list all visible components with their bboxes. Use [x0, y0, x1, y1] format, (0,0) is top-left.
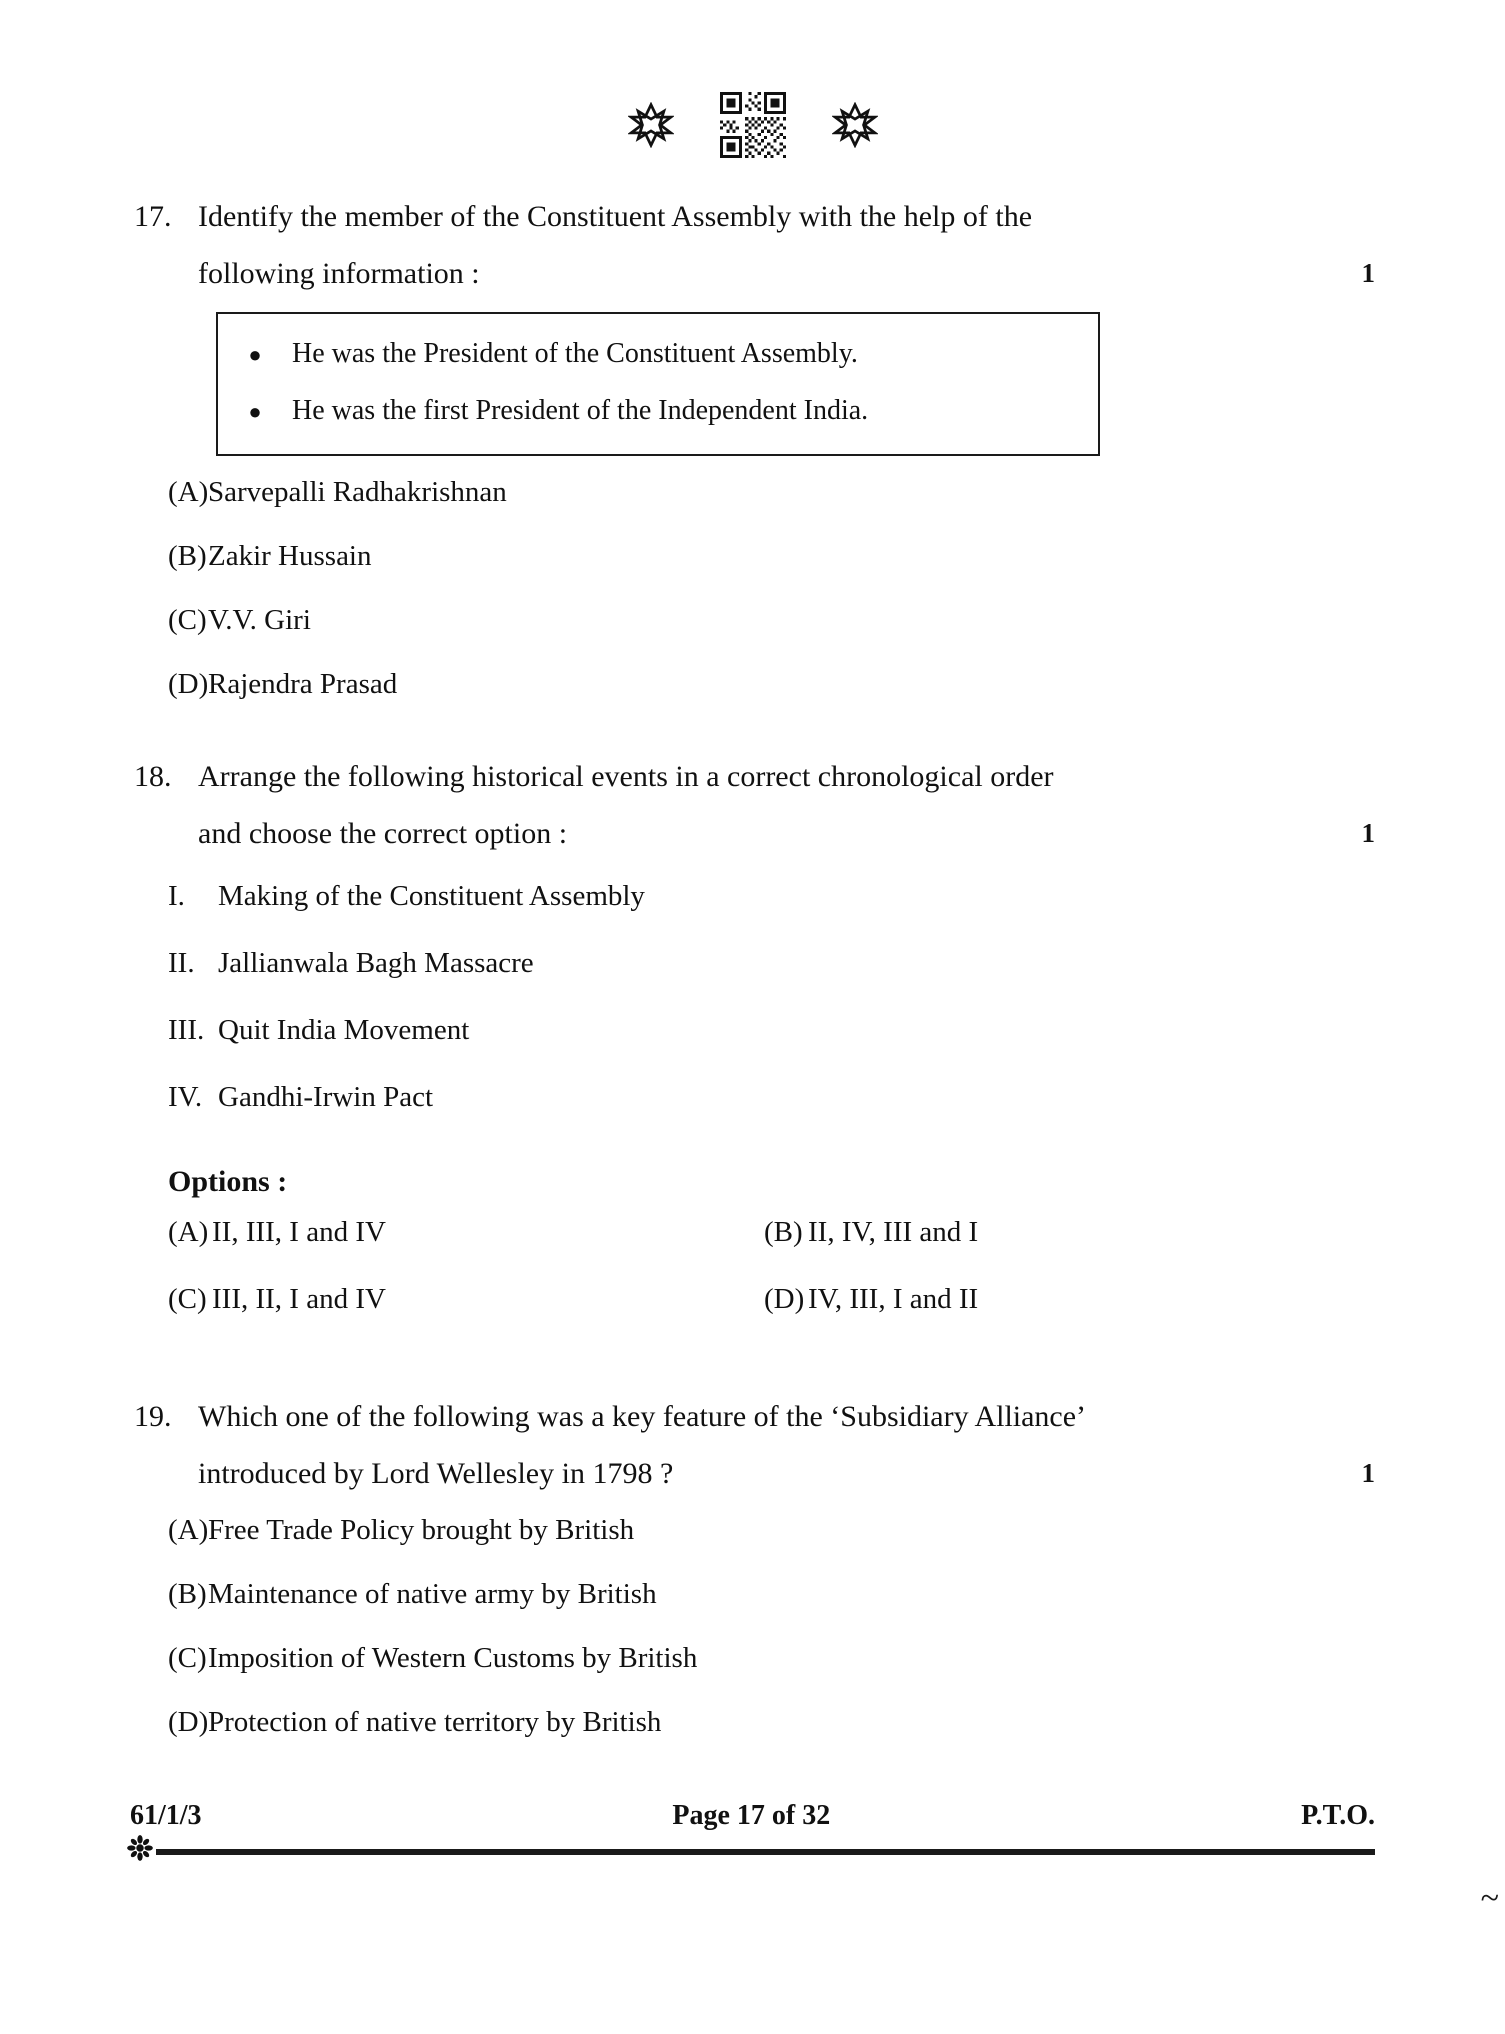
- option-c-text: III, II, I and IV: [212, 1283, 386, 1315]
- option-b[interactable]: [726, 1216, 1322, 1283]
- option-c-text: V.V. Giri: [208, 604, 311, 636]
- question-19-text: [198, 1388, 1375, 1502]
- event-item-iii-text: Quit India Movement: [218, 1014, 470, 1046]
- option-c-label: (C): [168, 1642, 207, 1674]
- page-footer: [130, 1800, 1375, 1858]
- footer-rule-wrap: [130, 1844, 1375, 1858]
- event-item-ii-label: II.: [168, 947, 195, 979]
- question-17-marks: 1: [1361, 258, 1375, 288]
- statement-text: He was the first President of the Independent India.: [292, 395, 869, 426]
- event-item-iv-text: Gandhi-Irwin Pact: [218, 1081, 434, 1113]
- event-item-i: [130, 880, 1375, 947]
- question-18-marks: 1: [1361, 818, 1375, 848]
- question-17: [130, 188, 1375, 732]
- option-b-text: Zakir Hussain: [208, 540, 372, 572]
- option-d-text: Rajendra Prasad: [208, 668, 398, 700]
- option-b[interactable]: [130, 540, 1375, 604]
- option-a-label: (A): [168, 476, 209, 508]
- paper-code: 61/1/3: [130, 1800, 202, 1831]
- pto-label: P.T.O.: [1301, 1800, 1375, 1831]
- six-pointed-star-icon: [628, 102, 674, 148]
- option-c-label: (C): [168, 604, 207, 636]
- event-item-ii: [130, 947, 1375, 1014]
- question-19-stem-line-1: Which one of the following was a key feature of the ‘Subsidiary Alliance’: [198, 1400, 1087, 1433]
- option-d-text: Protection of native territory by British: [208, 1706, 662, 1738]
- option-d-label: (D): [168, 1706, 209, 1738]
- option-a-text: Free Trade Policy brought by British: [208, 1514, 635, 1546]
- event-item-ii-text: Jallianwala Bagh Massacre: [218, 947, 534, 979]
- question-19-stem-line-2: introduced by Lord Wellesley in 1798 ?: [198, 1457, 674, 1490]
- question-18-text: [198, 748, 1375, 862]
- option-c[interactable]: [130, 604, 1375, 668]
- question-17-stem-line-2: following information :: [198, 257, 480, 290]
- question-18-event-list: [130, 880, 1375, 1148]
- event-item-i-text: Making of the Constituent Assembly: [218, 880, 645, 912]
- question-17-number: 17.: [134, 200, 172, 233]
- question-17-stem-line-1: Identify the member of the Constituent Assembly with the help of the: [198, 200, 1033, 233]
- bullet-icon: ●: [248, 399, 262, 424]
- option-b[interactable]: [130, 1578, 1375, 1642]
- bottom-mark: ~: [1480, 1880, 1499, 1917]
- option-b-text: II, IV, III and I: [808, 1216, 979, 1248]
- question-18-options: [130, 1216, 1375, 1350]
- question-17-statement-box: [216, 312, 1100, 456]
- question-19: [130, 1388, 1375, 1770]
- option-c-text: Imposition of Western Customs by British: [208, 1642, 698, 1674]
- question-19-number: 19.: [134, 1400, 172, 1433]
- question-17-text: [198, 188, 1375, 302]
- question-18-stem-line-2: and choose the correct option :: [198, 817, 568, 850]
- option-d-label: (D): [168, 668, 209, 700]
- footer-row: [130, 1800, 1375, 1832]
- option-a-label: (A): [168, 1216, 209, 1248]
- option-a[interactable]: [130, 476, 1375, 540]
- question-19-stem: [130, 1388, 1375, 1502]
- page-number-label: Page 17 of 32: [672, 1800, 831, 1831]
- event-item-iv: [130, 1081, 1375, 1148]
- question-19-options: [130, 1514, 1375, 1770]
- question-19-marks: 1: [1361, 1458, 1375, 1488]
- option-b-text: Maintenance of native army by British: [208, 1578, 657, 1610]
- option-d[interactable]: [726, 1283, 1322, 1350]
- option-a-text: Sarvepalli Radhakrishnan: [208, 476, 507, 508]
- option-b-label: (B): [168, 1578, 207, 1610]
- option-d-text: IV, III, I and II: [808, 1283, 979, 1315]
- question-18-stem: [130, 748, 1375, 862]
- options-heading: Options :: [168, 1165, 288, 1198]
- event-item-iii-label: III.: [168, 1014, 205, 1046]
- statement-item: [218, 326, 1098, 383]
- statement-item: [218, 383, 1098, 440]
- option-d[interactable]: [130, 668, 1375, 732]
- question-18: [130, 748, 1375, 1350]
- footer-divider: [156, 1849, 1375, 1852]
- event-item-iv-label: IV.: [168, 1081, 203, 1113]
- qr-code-icon: [720, 92, 786, 158]
- bullet-icon: ●: [248, 342, 262, 367]
- option-c[interactable]: [130, 1283, 726, 1350]
- option-d[interactable]: [130, 1706, 1375, 1770]
- option-d-label: (D): [764, 1283, 805, 1315]
- question-17-stem: [130, 188, 1375, 302]
- question-18-number: 18.: [134, 760, 172, 793]
- option-b-label: (B): [168, 540, 207, 572]
- page-header: [0, 92, 1505, 158]
- option-b-label: (B): [764, 1216, 803, 1248]
- event-item-iii: [130, 1014, 1375, 1081]
- question-18-stem-line-1: Arrange the following historical events in a correct chronological order: [198, 760, 1054, 793]
- option-c-label: (C): [168, 1283, 207, 1315]
- option-a-text: II, III, I and IV: [212, 1216, 386, 1248]
- option-a[interactable]: [130, 1216, 726, 1283]
- statement-text: He was the President of the Constituent Assembly.: [292, 338, 858, 369]
- six-pointed-star-icon: [832, 102, 878, 148]
- option-c[interactable]: [130, 1642, 1375, 1706]
- question-17-options: [130, 476, 1375, 732]
- event-item-i-label: I.: [168, 880, 185, 912]
- option-a-label: (A): [168, 1514, 209, 1546]
- option-a[interactable]: [130, 1514, 1375, 1578]
